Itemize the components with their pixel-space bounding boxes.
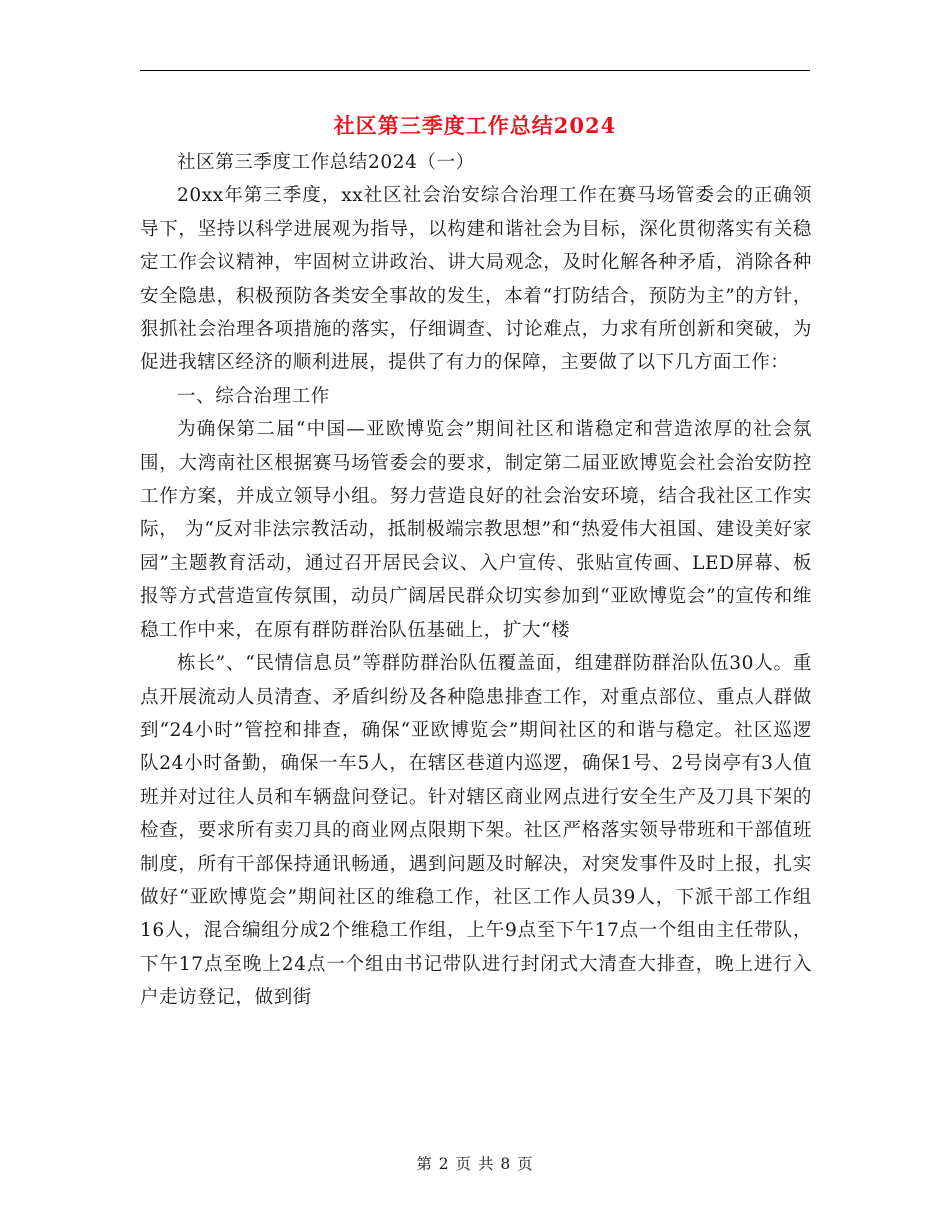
- document-title: 社区第三季度工作总结2024: [333, 113, 617, 138]
- paragraph-section-1-cont: 栋长”、“民情信息员”等群防群治队伍覆盖面，组建群防群治队伍30人。重点开展流动人员清查、矛盾纠纷及各种隐患排查工作，对重点部位、重点人群做到“24小时”管控和排查，确保“亚欧博览会”期间社区的和谐与稳定。社区巡逻队24小时备勤，确保一车5人，在辖区巷道内巡逻，确保1号、2号岗亭有3人值班并对过往人员和车辆盘问登记。针对辖区商业网点进行安全生产及刀具下架的检查，要求所有卖刀具的商业网点限期下架。社区严格落实领导带班和干部值班制度，所有干部保持通讯畅通，遇到问题及时解决，对突发事件及时上报，扎实做好“亚欧博览会”期间社区的维稳工作，社区工作人员39人，下派干部工作组16人，混合编组分成2个维稳工作组，上午9点至下午17点一个组由主任带队，下午17点至晚上24点一个组由书记带队进行封闭式大清查大排查，晚上进行入户走访登记，做到街: [140, 653, 812, 1009]
- section-heading: 一、综合治理工作: [177, 385, 330, 407]
- paragraph-subtitle: 社区第三季度工作总结2024（一）: [177, 152, 475, 173]
- paragraph-intro: 20xx年第三季度，xx社区社会治安综合治理工作在赛马场管委会的正确领导下，坚持以科学进展观为指导，以构建和谐社会为目标，深化贯彻落实有关稳定工作会议精神，牢固树立讲政治、讲大局观念，及时化解各种矛盾，消除各种安全隐患，积极预防各类安全事故的发生，本着“打防结合，预防为主”的方针，狠抓社会治理各项措施的落实，仔细调查、讨论难点，力求有所创新和突破，为促进我辖区经济的顺利进展，提供了有力的保障，主要做了以下几方面工作：: [140, 185, 812, 374]
- paragraph-section-1: 为确保第二届“中国—亚欧博览会”期间社区和谐稳定和营造浓厚的社会氛围，大湾南社区根据赛马场管委会的要求，制定第二届亚欧博览会社会治安防控工作方案，并成立领导小组。努力营造良好的社会治安环境，结合我社区工作实际， 为“反对非法宗教活动，抵制极端宗教思想”和“热爱伟大祖国、建设美好家园”主题教育活动，通过召开居民会议、入户宣传、张贴宣传画、LED屏幕、板报等方式营造宣传氛围，动员广阔居民群众切实参加到“亚欧博览会”的宣传和维稳工作中来，在原有群防群治队伍基础上，扩大“楼: [140, 419, 812, 641]
- page-number: 第 2 页 共 8 页: [416, 1155, 534, 1173]
- document-body: [140, 146, 812, 1015]
- header-rule: [140, 70, 810, 71]
